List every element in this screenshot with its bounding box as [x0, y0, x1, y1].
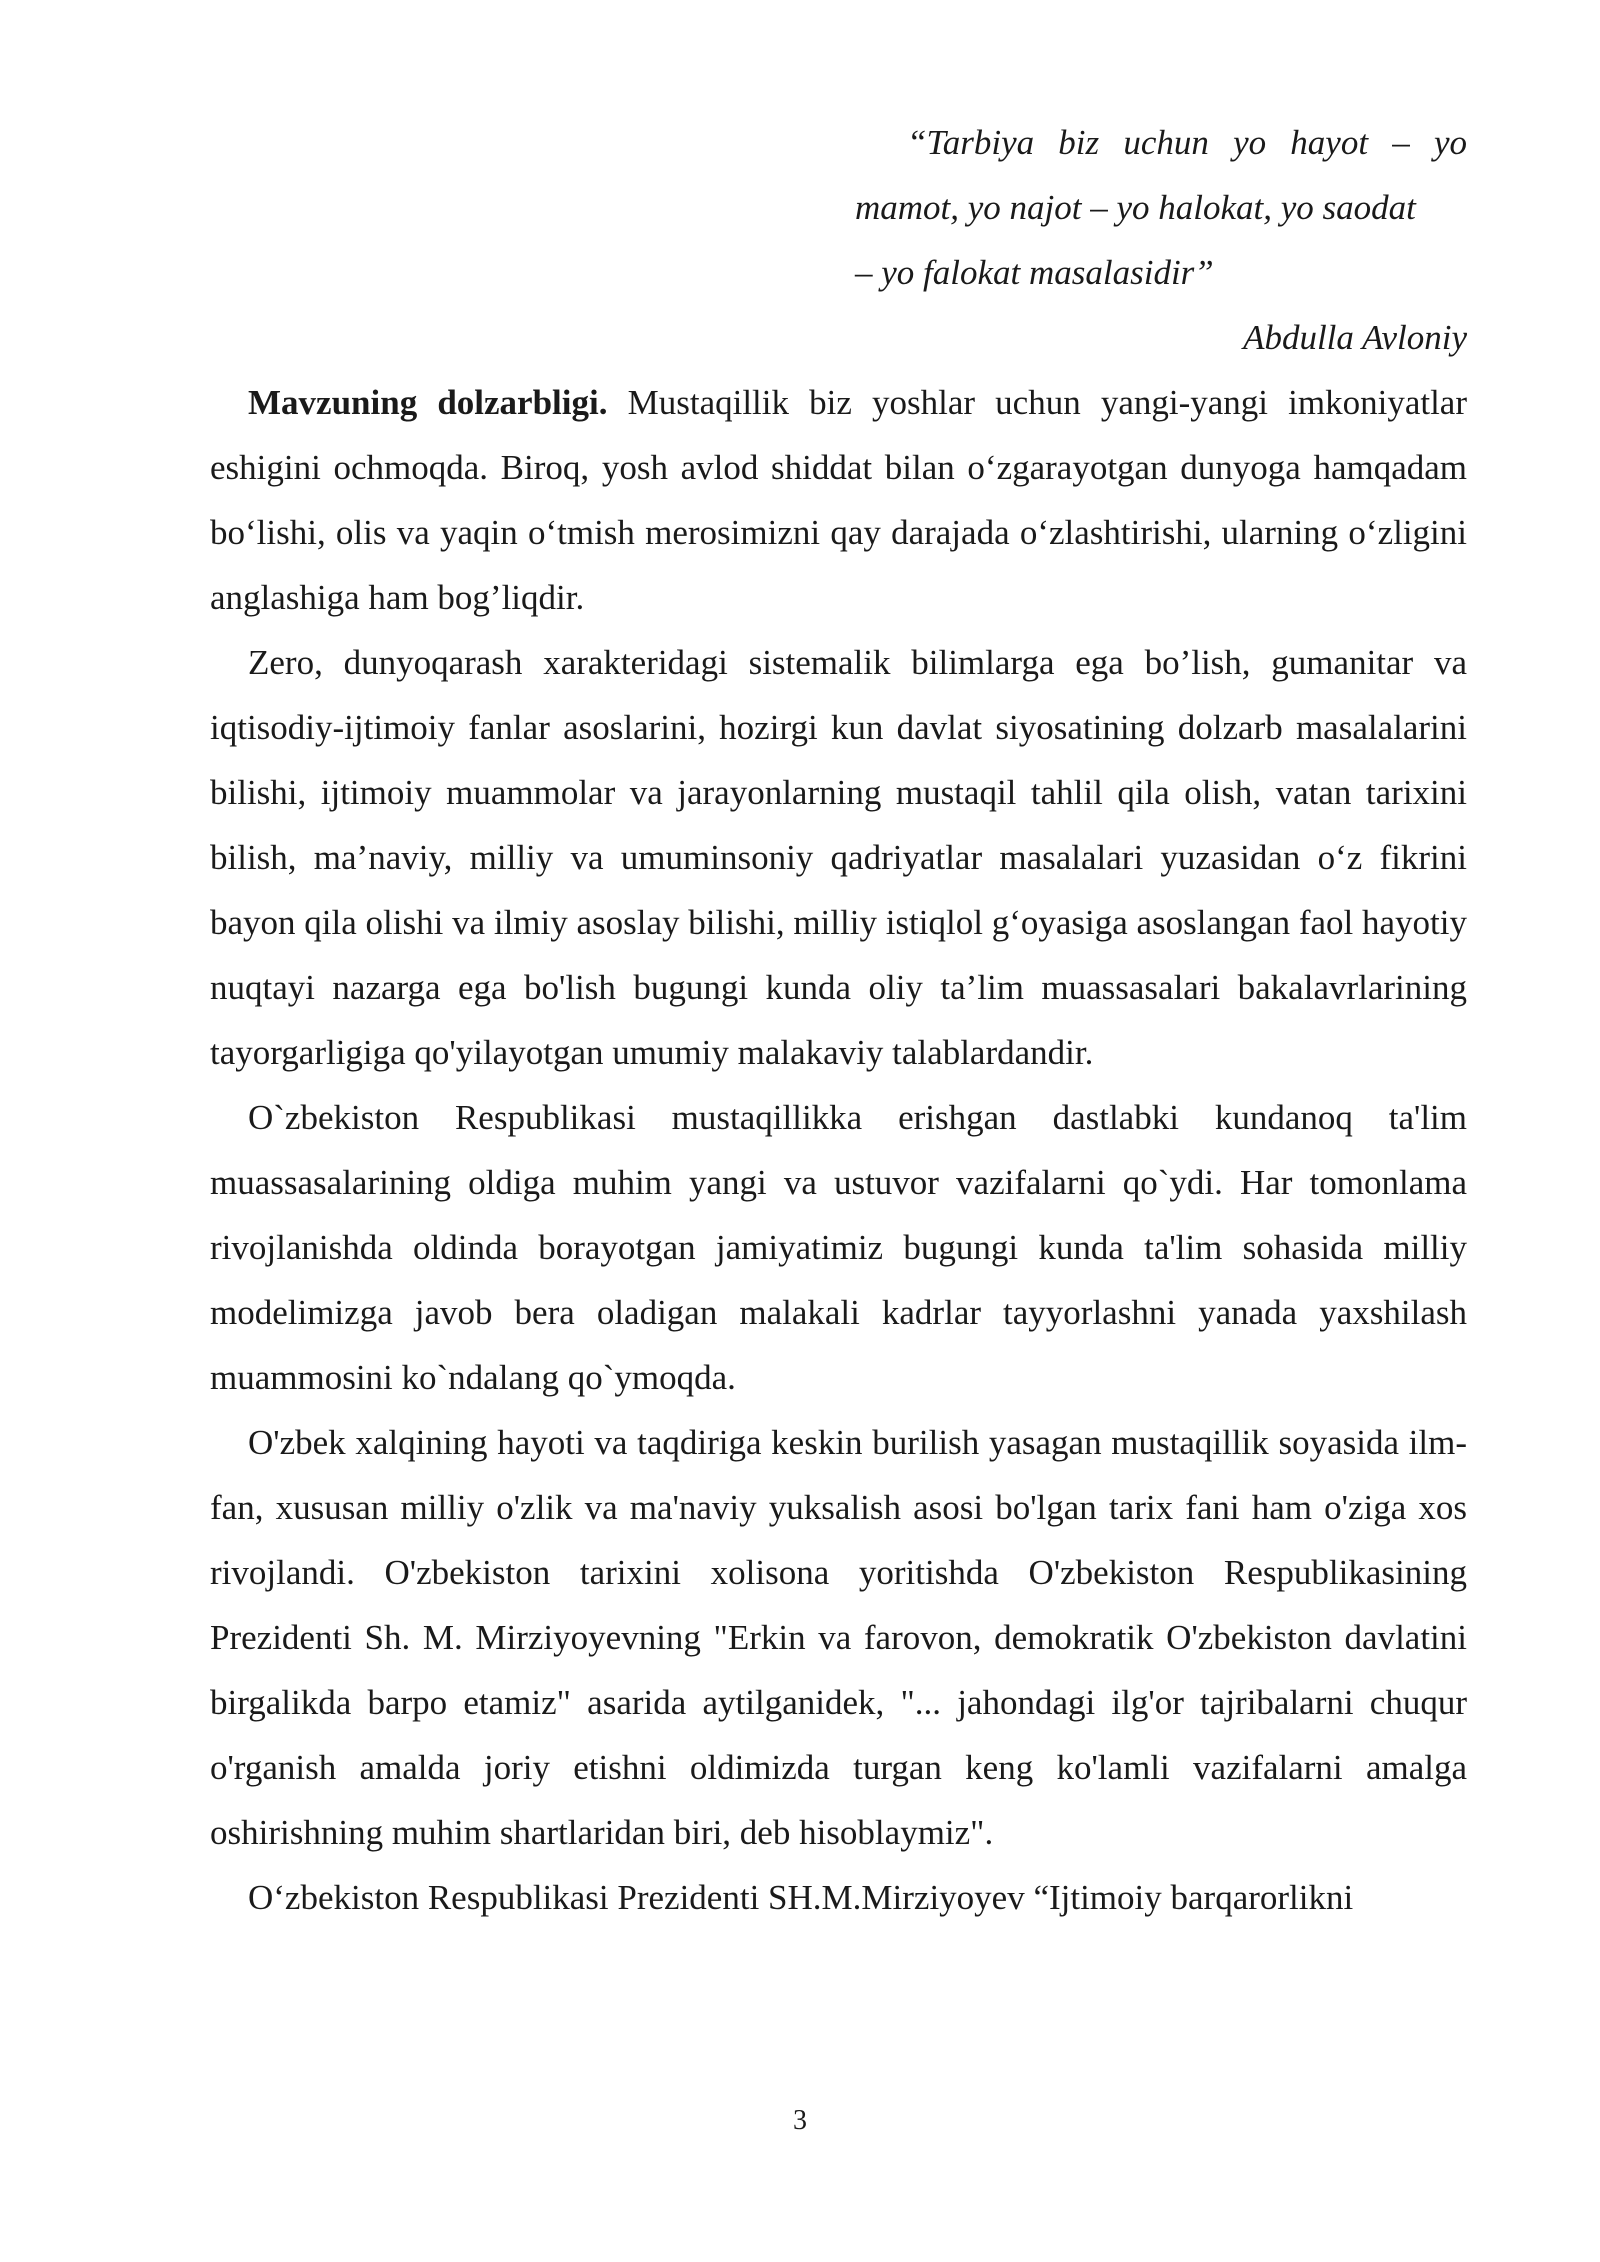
- paragraph: Zero, dunyoqarash xarakteridagi sistemalik bilimlarga ega bo’lish, gumanitar va iqtisodiy-ijtimoiy fanlar asoslarini, hozirgi kun davlat siyosatining dolzarb masalalarini bilishi, ijtimoiy muammolar va jarayonlarning mustaqil tahlil qila olish, vatan tarixini bilish, ma’naviy, milliy va umuminsoniy qadriyatlar masalalari yuzasidan oʻz fikrini bayon qila olishi va ilmiy asoslay bilishi, milliy istiqlol gʻoyasiga asoslangan faol hayotiy nuqtayi nazarga ega bo'lish bugungi kunda oliy ta’lim muassasalari bakalavrlarining tayorgarligiga qo'yilayotgan umumiy malakaviy talablardandir.: [210, 643, 1467, 1072]
- paragraph: O`zbekiston Respublikasi mustaqillikka erishgan dastlabki kundanoq ta'lim muassasalarining oldiga muhim yangi va ustuvor vazifalarni qo`ydi. Har tomonlama rivojlanishda oldinda borayotgan jamiyatimiz bugungi kunda ta'lim sohasida milliy modelimizga javob bera oladigan malakali kadrlar tayyorlashni yanada yaxshilash muammosini ko`ndalang qo`ymoqda.: [210, 1098, 1467, 1397]
- paragraph-text: Mustaqillik biz yoshlar uchun yangi-yangi imkoniyatlar eshigini ochmoqda. Biroq, yosh avlod shiddat bilan oʻzgarayotgan dunyoga hamqadam boʻlishi, olis va yaqin oʻtmish merosimizni qay darajada oʻzlashtirishi, ularning oʻzligini anglashiga ham bog’liqdir.: [210, 383, 1467, 617]
- document-page: [210, 110, 1467, 1930]
- epigraph-line: mamot, yo najot – yo halokat, yo saodat: [855, 188, 1416, 227]
- paragraph: O'zbek xalqining hayoti va taqdiriga keskin burilish yasagan mustaqillik soyasida ilm-fan, xususan milliy o'zlik va ma'naviy yuksalish asosi bo'lgan tarix fani ham o'ziga xos rivojlandi. O'zbekiston tarixini xolisona yoritishda O'zbekiston Respublikasining Prezidenti Sh. M. Mirziyoyevning "Erkin va farovon, demokratik O'zbekiston davlatini birgalikda barpo etamiz" asarida aytilganidek, "... jahondagi ilg'or tajribalarni chuqur o'rganish amalda joriy etishni oldimizda turgan keng ko'lamli vazifalarni amalga oshirishning muhim shartlaridan biri, deb hisoblaymiz".: [210, 1423, 1467, 1852]
- paragraph: Oʻzbekiston Respublikasi Prezidenti SH.M.Mirziyoyev “Ijtimoiy barqarorlikni: [248, 1878, 1354, 1917]
- epigraph-quote: [855, 110, 1467, 305]
- paragraph-relevance: [210, 370, 1467, 630]
- epigraph-author: Abdulla Avloniy: [1243, 318, 1467, 357]
- page-number: 3: [793, 2105, 807, 2136]
- epigraph-line: “Tarbiya biz uchun yo hayot – yo: [907, 123, 1467, 162]
- section-heading-inline: Mavzuning dolzarbligi.: [248, 383, 608, 422]
- epigraph-line: – yo falokat masalasidir”: [855, 253, 1214, 292]
